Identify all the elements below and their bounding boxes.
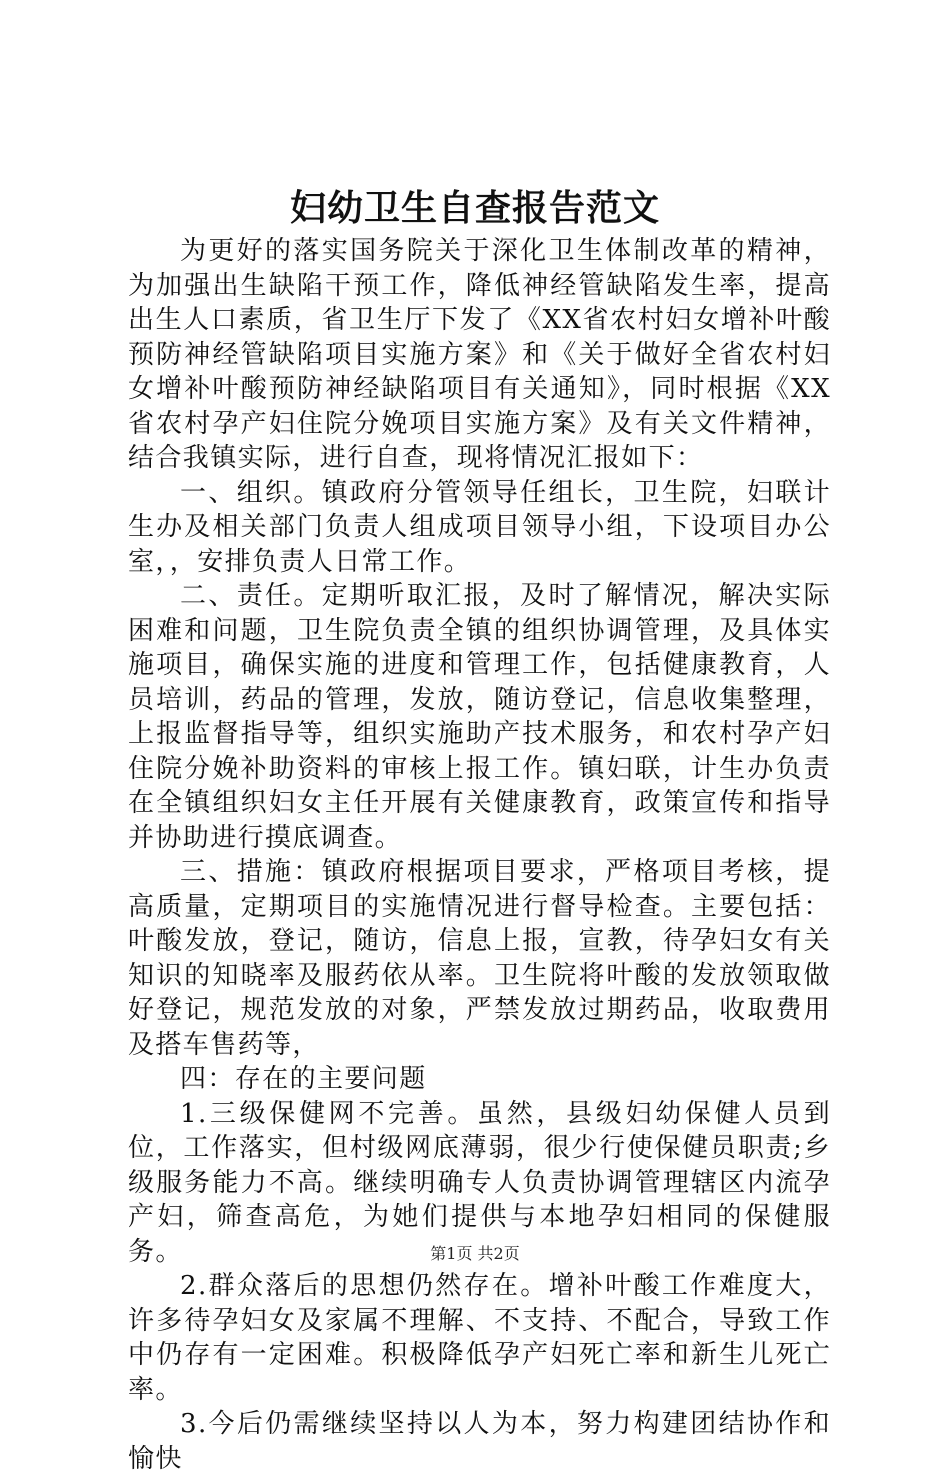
paragraph-responsibility: 二、责任。定期听取汇报，及时了解情况，解决实际困难和问题，卫生院负责全镇的组织协调管理，及具体实施项目，确保实施的进度和管理工作，包括健康教育，人员培训，药品的管理，发放，随访登记，信息收集整理，上报监督指导等，组织实施助产技术服务，和农村孕产妇住院分娩补助资料的审核上报工作。镇妇联，计生办负责在全镇组织妇女主任开展有关健康教育，政策宣传和指导并协助进行摸底调查。 — [128, 581, 831, 853]
page-footer: 第1页 共2页 — [430, 1244, 520, 1263]
paragraph-measures: 三、措施：镇政府根据项目要求，严格项目考核，提高质量，定期项目的实施情况进行督导检查。主要包括：叶酸发放，登记，随访，信息上报，宣教，待孕妇女有关知识的知晓率及服药依从率。卫生院将叶酸的发放领取做好登记，规范发放的对象，严禁发放过期药品，收取费用及搭车售药等， — [128, 857, 831, 1060]
paragraph-problem-3: 3.今后仍需继续坚持以人为本，努力构建团结协作和愉快 — [128, 1409, 831, 1474]
section-heading-problems: 四：存在的主要问题 — [180, 1064, 427, 1094]
paragraph-problem-2: 2.群众落后的思想仍然存在。增补叶酸工作难度大，许多待孕妇女及家属不理解、不支持、不配合，导致工作中仍存有一定困难。积极降低孕产妇死亡率和新生儿死亡率。 — [128, 1271, 831, 1405]
paragraph-intro: 为更好的落实国务院关于深化卫生体制改革的精神，为加强出生缺陷干预工作，降低神经管缺陷发生率，提高出生人口素质，省卫生厅下发了《XX省农村妇女增补叶酸预防神经管缺陷项目实施方案》和《关于做好全省农村妇女增补叶酸预防神经缺陷项目有关通知》，同时根据《XX省农村孕产妇住院分娩项目实施方案》及有关文件精神，结合我镇实际，进行自查，现将情况汇报如下： — [128, 236, 831, 473]
page-title: 妇幼卫生自查报告范文 — [289, 187, 660, 229]
paragraph-problem-1: 1.三级保健网不完善。虽然，县级妇幼保健人员到位，工作落实，但村级网底薄弱，很少行使保健员职责;乡级服务能力不高。继续明确专人负责协调管理辖区内流孕产妇，筛查高危，为她们提供与本地孕妇相同的保健服务。 — [128, 1098, 831, 1267]
paragraph-organization: 一、组织。镇政府分管领导任组长，卫生院，妇联计生办及相关部门负责人组成项目领导小组，下设项目办公室，，安排负责人日常工作。 — [128, 477, 831, 577]
document-body — [128, 234, 831, 1476]
